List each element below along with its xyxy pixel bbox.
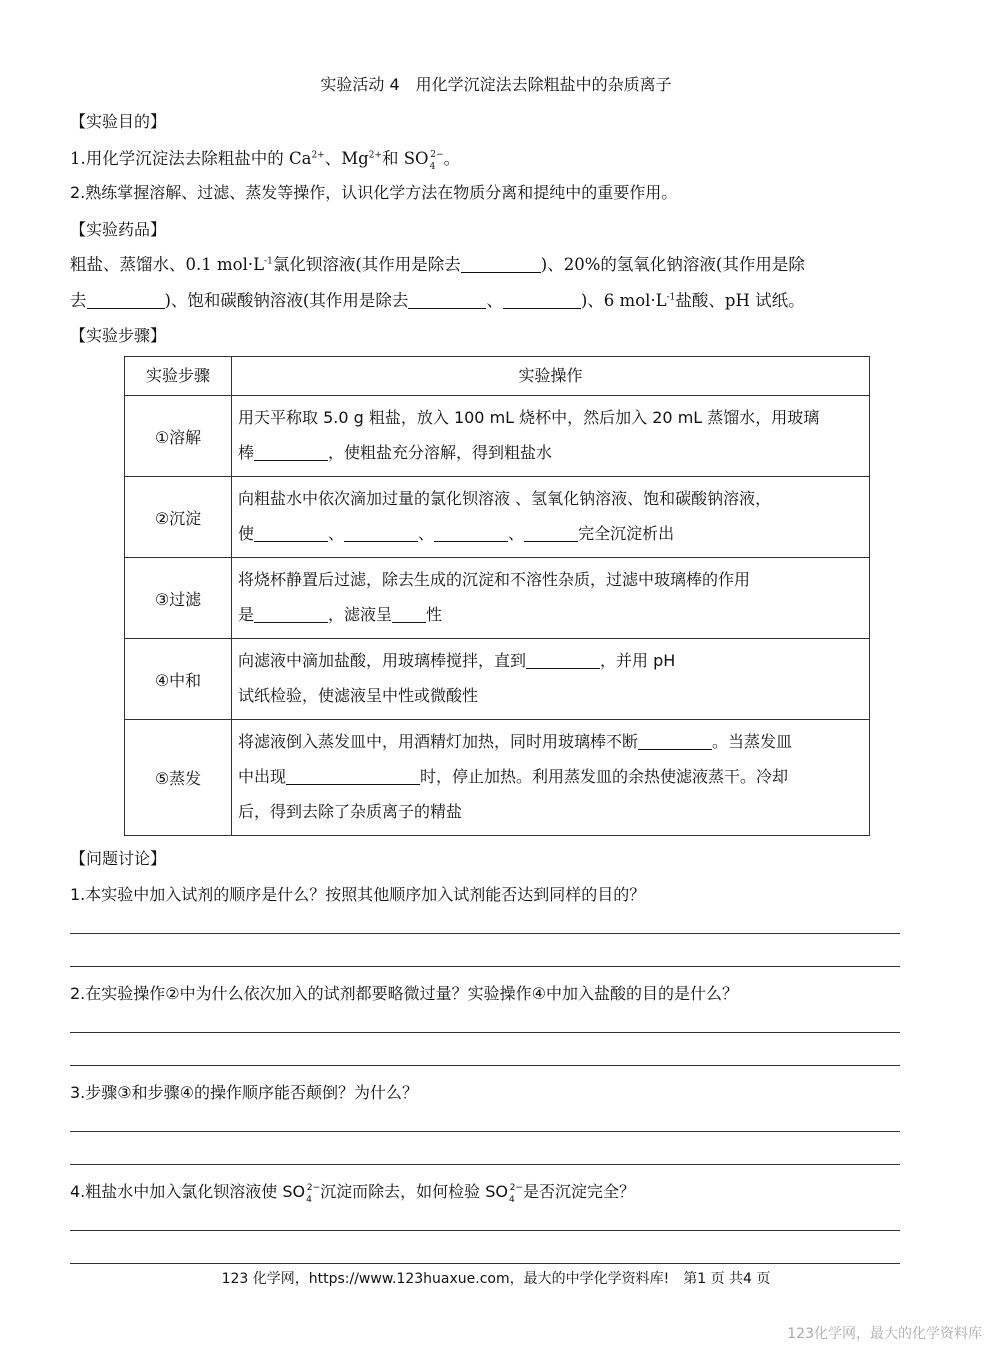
blank-line[interactable] <box>638 733 712 750</box>
section-steps-heading: 【实验步骤】 <box>70 326 167 345</box>
step-label: ②沉淀 <box>125 477 232 558</box>
question-3: 3.步骤③和步骤④的操作顺序能否颠倒？为什么？ <box>70 1083 418 1102</box>
steps-table <box>124 356 870 836</box>
purpose-line-1: 1.用化学沉淀法去除粗盐中的 $Ca^{2+}$、$Mg^{2+}$和 $SO_4^{2-}$。 <box>70 149 461 172</box>
blank-line[interactable] <box>503 292 581 309</box>
purpose-line-2: 2.熟练掌握溶解、过滤、蒸发等操作，认识化学方法在物质分离和提纯中的重要作用。 <box>70 183 678 202</box>
question-4: 4.粗盐水中加入氯化钡溶液使 $SO_4^{2-}$沉淀而除去，如何检验 $SO_4^{2-}$是否沉淀完全？ <box>70 1182 635 1205</box>
blank-line[interactable] <box>254 444 328 461</box>
table-header-row <box>125 357 870 396</box>
answer-line[interactable] <box>70 1065 900 1066</box>
blank-line[interactable] <box>286 768 420 785</box>
step-label: ④中和 <box>125 639 232 720</box>
blank-line[interactable] <box>434 525 508 542</box>
answer-line[interactable] <box>70 1032 900 1033</box>
question-1: 1.本实验中加入试剂的顺序是什么？按照其他顺序加入试剂能否达到同样的目的？ <box>70 885 646 904</box>
section-discussion-heading: 【问题讨论】 <box>70 849 167 868</box>
table-row <box>125 558 870 639</box>
table-row <box>125 477 870 558</box>
blank-line[interactable] <box>461 256 541 273</box>
header-operation: 实验操作 <box>232 357 870 396</box>
blank-line[interactable] <box>408 292 486 309</box>
step-operation: 向粗盐水中依次滴加过量的氯化钡溶液 、氢氧化钠溶液、饱和碳酸钠溶液， 使 、 、 、 完全沉淀析出 <box>232 477 870 558</box>
answer-line[interactable] <box>70 933 900 934</box>
step-operation: 向滤液中滴加盐酸，用玻璃棒搅拌，直到 ，并用 pH 试纸检验，使滤液呈中性或微酸性 <box>232 639 870 720</box>
answer-line[interactable] <box>70 1164 900 1165</box>
question-2: 2.在实验操作②中为什么依次加入的试剂都要略微过量？实验操作④中加入盐酸的目的是什么？ <box>70 984 738 1003</box>
table-row <box>125 396 870 477</box>
blank-line[interactable] <box>254 525 328 542</box>
section-purpose-heading: 【实验目的】 <box>70 112 167 131</box>
reagents-line-1: 粗盐、蒸馏水、0.1 $mol\cdot L^{-1}$氯化钡溶液(其作用是除去 )、20%的氢氧化钠溶液(其作用是除 <box>70 255 805 274</box>
page-footer: 123 化学网，https://www.123huaxue.com，最大的中学化学资料库! 第1 页 共4 页 <box>221 1271 771 1287</box>
blank-line[interactable] <box>254 606 328 623</box>
answer-line[interactable] <box>70 1230 900 1231</box>
blank-line[interactable] <box>87 292 165 309</box>
step-label: ③过滤 <box>125 558 232 639</box>
step-operation: 将烧杯静置后过滤，除去生成的沉淀和不溶性杂质，过滤中玻璃棒的作用 是 ，滤液呈 性 <box>232 558 870 639</box>
section-reagents-heading: 【实验药品】 <box>70 220 167 239</box>
answer-line[interactable] <box>70 966 900 967</box>
blank-line[interactable] <box>524 525 578 542</box>
reagents-line-2: 去 )、饱和碳酸钠溶液(其作用是除去 、 )、6 $mol\cdot L^{-1}$盐酸、pH 试纸。 <box>70 291 805 310</box>
answer-line[interactable] <box>70 1131 900 1132</box>
blank-line[interactable] <box>526 652 600 669</box>
step-label: ⑤蒸发 <box>125 720 232 836</box>
watermark: 123化学网，最大的化学资料库 <box>787 1326 982 1342</box>
step-operation: 用天平称取 5.0 g 粗盐，放入 100 mL 烧杯中，然后加入 20 mL 蒸馏水，用玻璃 棒 ，使粗盐充分溶解，得到粗盐水 <box>232 396 870 477</box>
header-step: 实验步骤 <box>125 357 232 396</box>
table-row <box>125 639 870 720</box>
answer-line[interactable] <box>70 1263 900 1264</box>
page-title: 实验活动 4 用化学沉淀法去除粗盐中的杂质离子 <box>320 75 672 94</box>
blank-line[interactable] <box>344 525 418 542</box>
blank-line[interactable] <box>392 606 426 623</box>
table-row <box>125 720 870 836</box>
step-operation: 将滤液倒入蒸发皿中，用酒精灯加热，同时用玻璃棒不断 。当蒸发皿 中出现 时，停止加热。利用蒸发皿的余热使滤液蒸干。冷却 后，得到去除了杂质离子的精盐 <box>232 720 870 836</box>
step-label: ①溶解 <box>125 396 232 477</box>
